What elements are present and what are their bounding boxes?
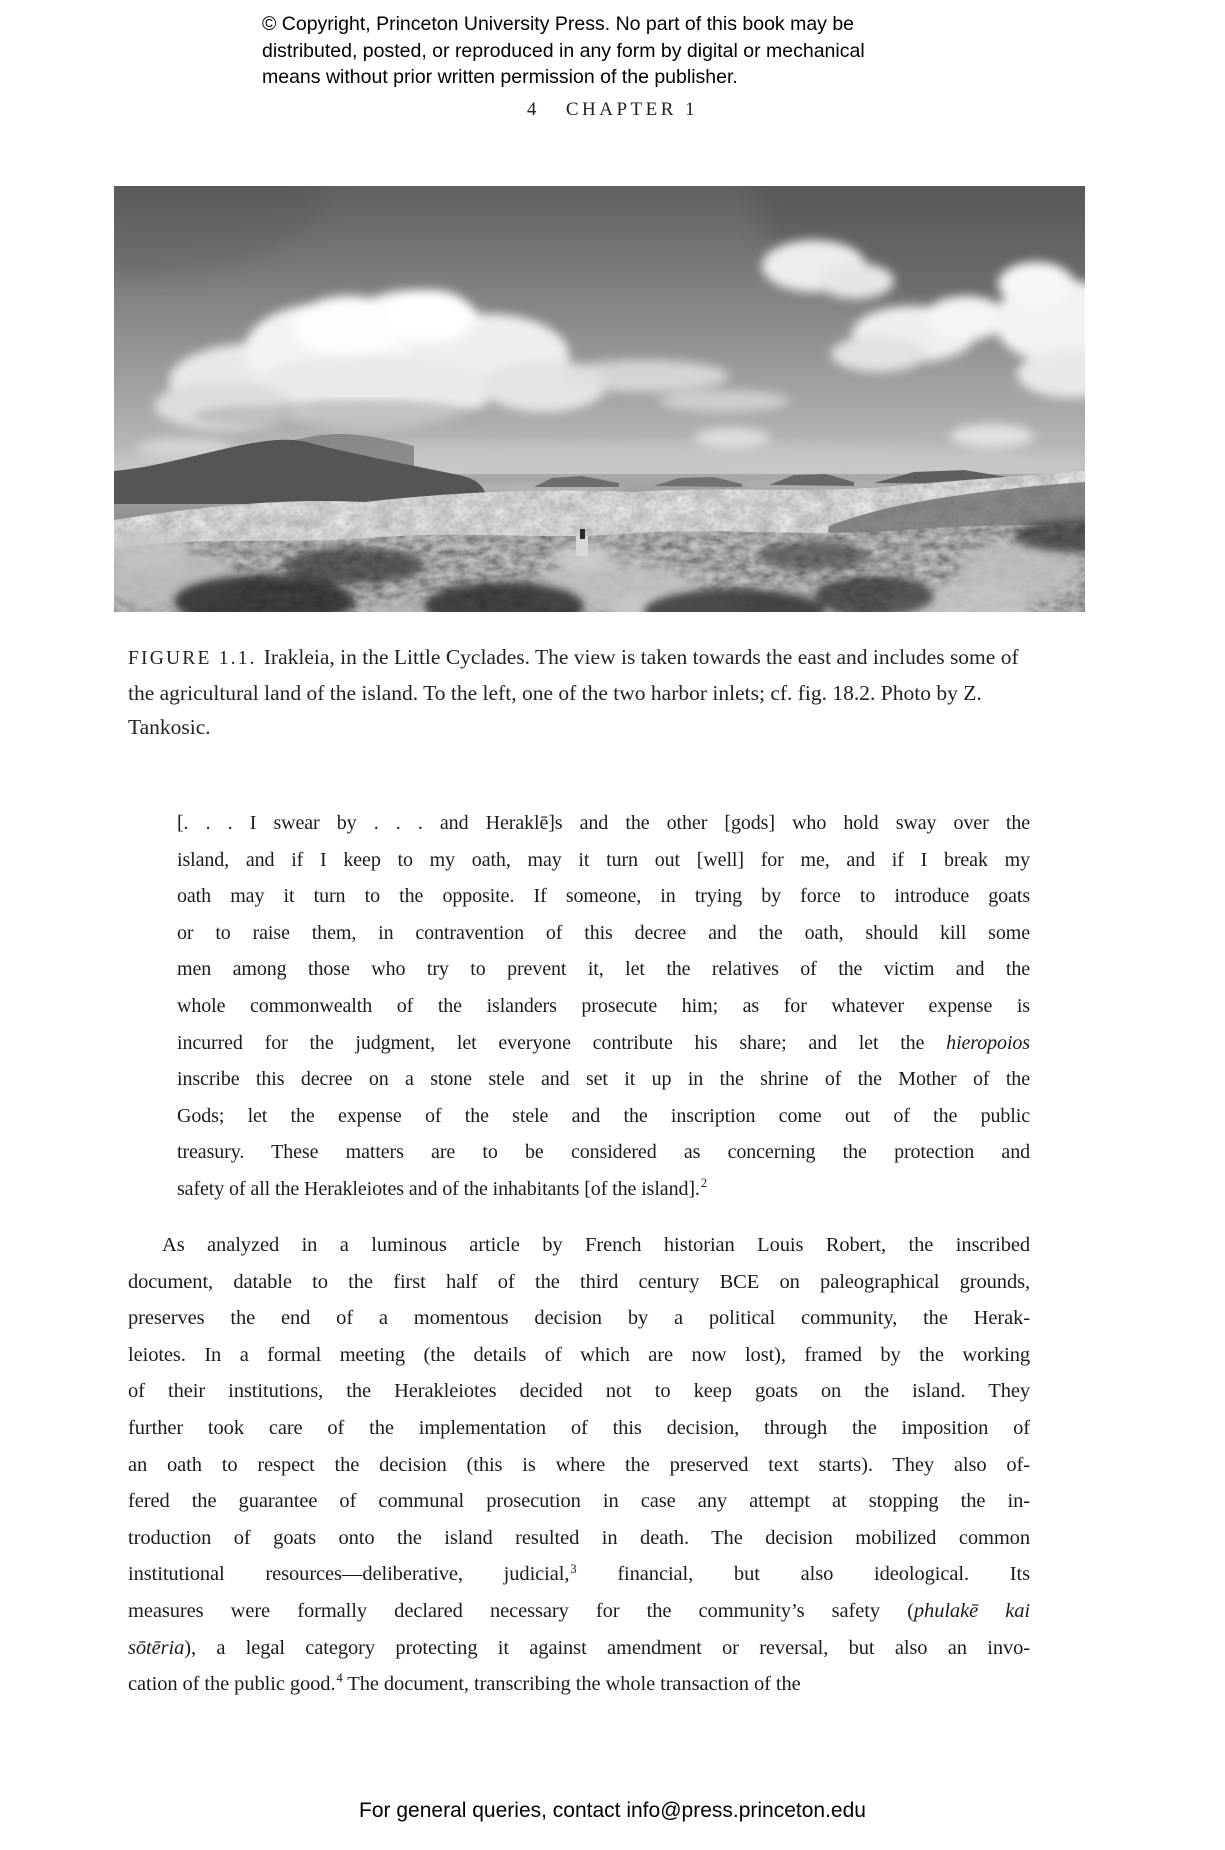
text-line (177, 842, 1030, 879)
page-number: 4 (526, 99, 540, 120)
copyright-line: means without prior written permission of the publisher. (262, 66, 738, 88)
text-line (177, 1025, 1030, 1062)
figure-1-1 (114, 186, 1085, 612)
body-paragraph (128, 1227, 1030, 1703)
text-line (128, 1447, 1030, 1484)
text-segment: inscribe this decree on a stone stele and set it up in the shrine of the Mother of the (177, 1068, 1030, 1091)
text-segment: oath may it turn to the opposite. If someone, in trying by force to introduce goats (177, 885, 1030, 908)
text-segment: document, datable to the first half of the third century BCE on paleographical grounds, (128, 1270, 1030, 1293)
figure-caption-text: Irakleia, in the Little Cyclades. The view is taken towards the east and includes some of the agricultural land of the island. To the left, one of the two harbor inlets; cf. fig. 18.2. Photo by Z. Tankosic. (128, 645, 1019, 739)
copyright-line: distributed, posted, or reproduced in any form by digital or mechanical (262, 39, 865, 62)
landscape-photo-irakleia (114, 186, 1085, 612)
text-line (128, 1520, 1030, 1557)
footnote-ref: 4 (336, 1671, 343, 1686)
text-segment: preserves the end of a momentous decision by a political community, the Herak- (128, 1307, 1030, 1330)
text-segment: As analyzed in a luminous article by French historian Louis Robert, the inscribed (162, 1234, 1030, 1256)
text-segment: further took care of the implementation of this decision, through the imposition of (128, 1416, 1030, 1439)
copyright-line: © Copyright, Princeton University Press. No part of this book may be (262, 13, 855, 35)
text-segment: phulakē kai (913, 1599, 1030, 1622)
text-segment: men among those who try to prevent it, let the relatives of the victim and the (177, 958, 1030, 981)
text-segment: or to raise them, in contravention of this decree and the oath, should kill some (177, 921, 1030, 944)
text-line (128, 1373, 1030, 1410)
text-segment: island, and if I keep to my oath, may it turn out [well] for me, and if I break my (177, 848, 1030, 871)
text-segment: Gods; let the expense of the stele and the inscription come out of the public (177, 1104, 1030, 1127)
figure-caption (128, 640, 1038, 744)
text-line (177, 951, 1030, 988)
text-segment: treasury. These matters are to be considered as concerning the protection and (177, 1141, 1030, 1164)
text-segment: fered the guarantee of communal prosecution in case any attempt at stopping the in- (128, 1490, 1030, 1513)
text-segment: safety of all the Herakleiotes and of the inhabitants [of the island]. (177, 1177, 700, 1200)
text-line (128, 1630, 1030, 1667)
text-segment: leiotes. In a formal meeting (the details of which are now lost), framed by the working (128, 1343, 1030, 1366)
text-segment: cation of the public good. (128, 1673, 336, 1696)
text-line (177, 988, 1030, 1025)
text-line (177, 1098, 1030, 1135)
text-segment: ), a legal category protecting it against amendment or reversal, but also an invo- (184, 1636, 1030, 1659)
text-segment: institutional resources—deliberative, judicial, (128, 1563, 570, 1586)
footnote-ref: 2 (700, 1176, 707, 1191)
text-line (128, 1666, 1030, 1703)
running-head (0, 99, 1225, 121)
text-line (128, 1556, 1030, 1593)
text-line (177, 805, 1030, 842)
text-segment: of their institutions, the Herakleiotes decided not to keep goats on the island. They (128, 1380, 1030, 1403)
text-segment: [. . . I swear by . . . and Heraklē]s and the other [gods] who hold sway over the (177, 812, 1030, 834)
text-segment: troduction of goats onto the island resulted in death. The decision mobilized common (128, 1526, 1030, 1549)
text-line (177, 1134, 1030, 1171)
text-segment: whole commonwealth of the islanders prosecute him; as for whatever expense is (177, 994, 1030, 1017)
text-line (177, 915, 1030, 952)
figure-caption-label: FIGURE 1.1. (128, 648, 257, 669)
text-segment: incurred for the judgment, let everyone contribute his share; and let the (177, 1031, 947, 1054)
text-segment: financial, but also ideological. Its (576, 1563, 1030, 1586)
text-line (177, 1171, 1030, 1208)
text-line (177, 1061, 1030, 1098)
text-segment: The document, transcribing the whole transaction of the (342, 1673, 801, 1696)
text-segment: hieropoios (946, 1031, 1030, 1054)
text-line (128, 1300, 1030, 1337)
block-quote-oath (177, 805, 1030, 1208)
text-line (128, 1593, 1030, 1630)
text-line (128, 1410, 1030, 1447)
chapter-title: CHAPTER 1 (565, 99, 699, 120)
text-segment: an oath to respect the decision (this is where the preserved text starts). They also of- (128, 1453, 1030, 1476)
text-segment: measures were formally declared necessary for the community’s safety ( (128, 1599, 914, 1622)
footnote-ref: 3 (570, 1561, 577, 1576)
text-line (128, 1227, 1030, 1264)
text-segment: sōtēria (128, 1636, 185, 1659)
text-line (128, 1264, 1030, 1301)
footer-query-line: For general queries, contact info@press.princeton.edu (359, 1799, 866, 1822)
text-line (128, 1483, 1030, 1520)
text-line (128, 1337, 1030, 1374)
text-line (177, 878, 1030, 915)
copyright-notice (262, 11, 865, 91)
